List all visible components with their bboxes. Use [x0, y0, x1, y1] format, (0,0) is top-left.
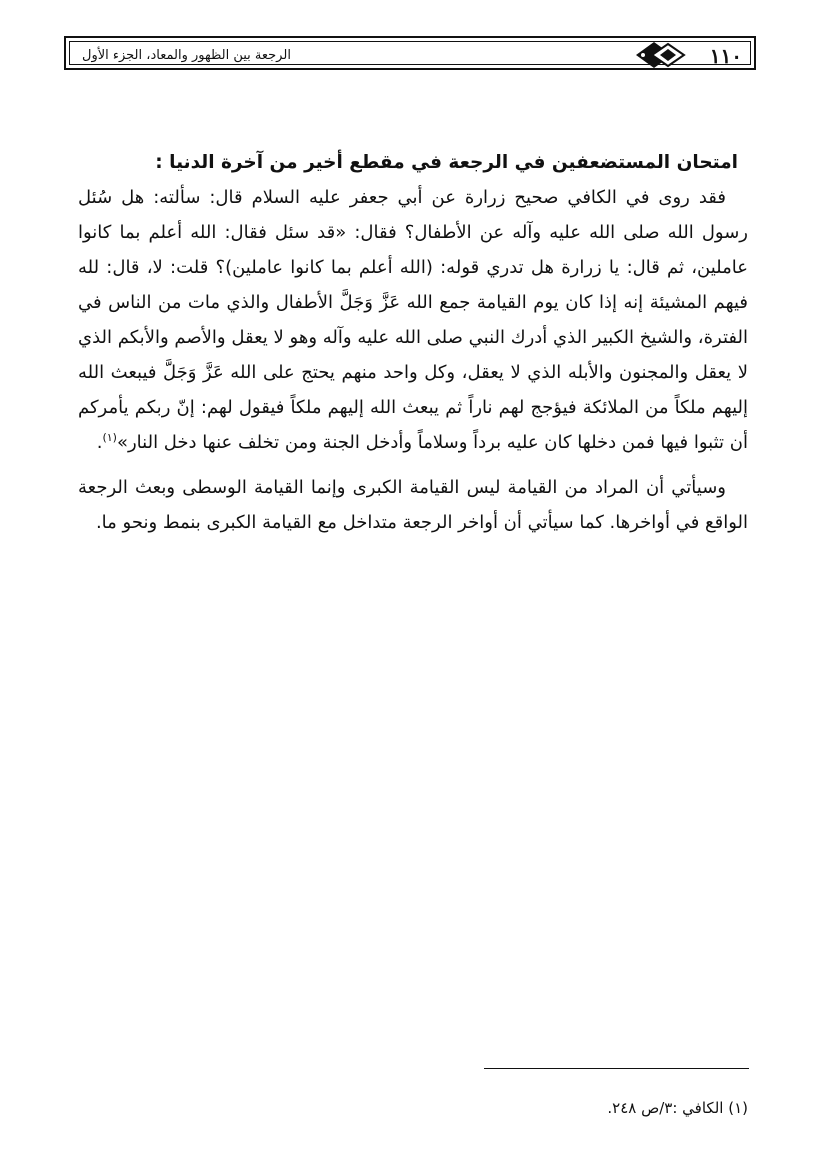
running-title: الرجعة بين الظهور والمعاد، الجزء الأول — [82, 48, 291, 63]
header-inner-frame — [69, 41, 751, 68]
section-heading: امتحان المستضعفين في الرجعة في مقطع أخير من آخرة الدنيا : — [155, 152, 738, 173]
paragraph-2: وسيأتي أن المراد من القيامة ليس القيامة الكبرى وإنما القيامة الوسطى وبعث الرجعة الواقع في أواخرها. كما سيأتي أن أواخر الرجعة متداخل مع القيامة الكبرى بنمط ونحو ما. — [78, 477, 748, 533]
footnote-reference: (١) — [102, 431, 117, 444]
header-ornament-icon — [634, 40, 690, 70]
paragraph-1 — [78, 180, 748, 460]
paragraph-1-text: فقد روى في الكافي صحيح زرارة عن أبي جعفر عليه السلام قال: سألته: هل سُئل رسول الله صلى الله عليه وآله عن الأطفال؟ فقال: «قد سئل فقال: الله أعلم بما كانوا عاملين، ثم قال: يا زرارة هل تدري قوله: (الله أعلم بما كانوا عاملين)؟ قلت: لا، قال: لله فيهم المشيئة إنه إذا كان يوم القيامة جمع الله عَزَّ وَجَلَّ الأطفال والذي مات من الناس في الفترة، والشيخ الكبير الذي أدرك النبي صلى الله عليه وآله وهو لا يعقل والأصم والأبكم الذي لا يعقل والمجنون والأبله الذي لا يعقل، وكل واحد منهم يحتج على الله عَزَّ وَجَلَّ فيبعث الله إليهم ملكاً من الملائكة فيؤجج لهم ناراً ثم يبعث الله إليهم ملكاً فيقول لهم: إنّ ربكم يأمركم أن تثبوا فيها فمن دخلها كان عليه برداً وسلاماً وأدخل الجنة ومن تخلف عنها دخل النار» — [78, 187, 748, 453]
paragraph-1-end: . — [96, 432, 103, 453]
page-number: ١١٠ — [709, 44, 742, 68]
footnote-separator — [484, 1068, 749, 1069]
footnote: (١) الكافي :٣/ص ٢٤٨. — [607, 1099, 748, 1117]
main-text — [78, 146, 748, 540]
page-header — [64, 36, 756, 70]
